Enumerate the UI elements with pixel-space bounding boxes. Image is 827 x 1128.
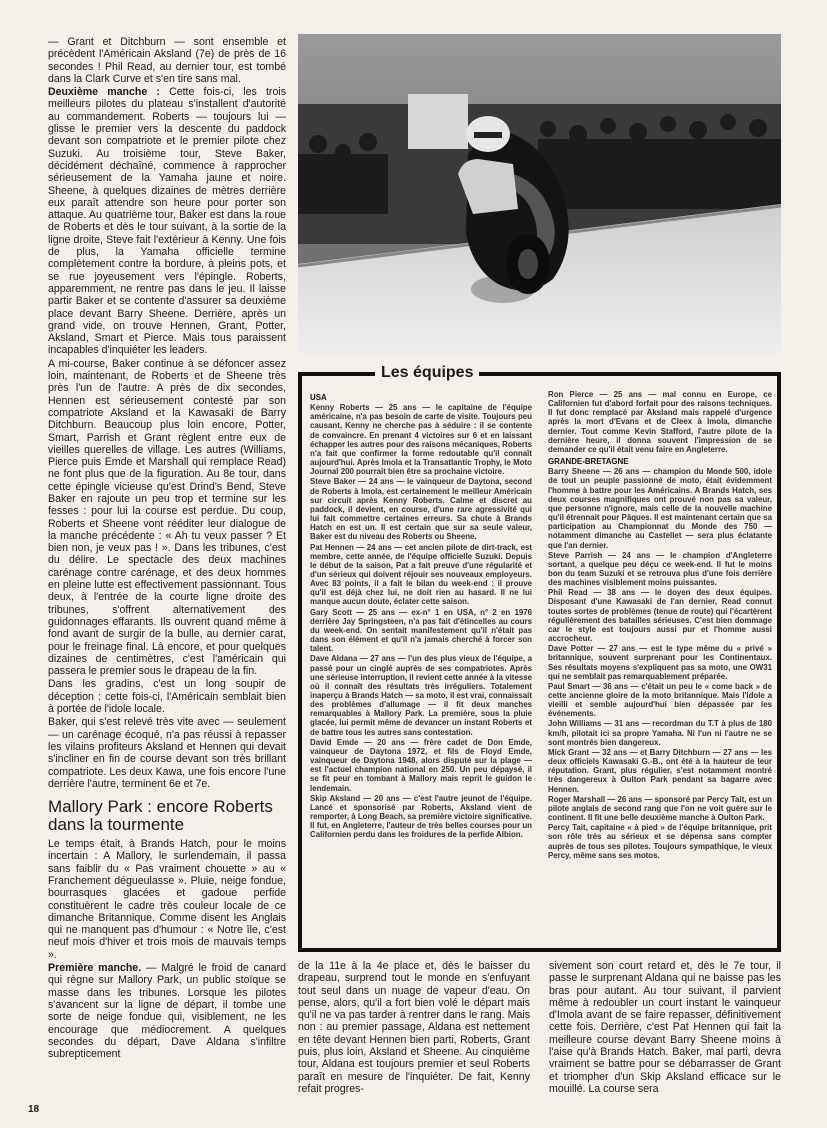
rider-entry: Skip Aksland — 20 ans — c'est l'autre jeunot de l'équipe. Lancé et sponsorisé par Roberts, Aksland vient de remporter, à Long Beach, sa première victoire significative. Il fut, en Angleterre, l'auteur de très belles courses pour un Californien perdu dans les froidures de la perfide Albion. — [310, 793, 532, 840]
rider-entry: Kenny Roberts — 25 ans — le capitaine de l'équipe américaine, n'a pas besoin de carte de visite. Toujours peu causant, Kenny ne cherche pas à séduire : il se contente de convaincre. En prenant 4 victoires sur 6 et en laissant échapper les autres pour des raisons mécaniques, Roberts n'a fait que confirmer la forme redoutable qu'il connaît aujourd'hui. Après Imola et la Transatlantic Trophy, le Moto Journal 200 pourrait bien être sa prochaine victoire. — [310, 403, 532, 477]
paragraph: A mi-course, Baker continue à se défoncer assez loin, maintenant, de Roberts et de Sheene très près l'un de l'autre. A près de dix secondes, Hennen est sérieusement contesté par son compatriote Aksland et la Kawasaki de Barry Ditchburn. Beaucoup plus loin encore, Potter, Smart, Parrish et Grant règlent entre eux de vieilles querelles de village. Les autres (Williams, Pierce puis Emde et Marshall qui remplace Read) ne font plus que de la figuration. Au 8e tour, dans cette épingle vicieuse qu'est Drind's Bend, Steve Baker en rajoute un peu trop et termine sur les fesses : pour lui la course est perdue. Du coup, Roberts et Sheene vont rééditer leur dialogue de la manche précédente : « Ah tu veux passer ? Et bien non, je veux pas ! ». Dans les tribunes, c'est du délire. Le spectacle des deux machines carénage contre carénage, et des deux hommes en pleine lutte est effectivement passionnant. Tous deux, à l'entrée de la courte ligne droite des tribunes, s'offrent alternativement des guidonnages effarants. Ils ouvrent quand même à fond avant de surgir de la bulle, au dernier carat, pour le freinage final. Là encore, et pour quelques dizaines de centimètres, c'est l'américain qui passera le premier sous le drapeau de la fin. — [48, 357, 286, 678]
rider-entry: Steve Baker — 24 ans — le vainqueur de Daytona, second de Roberts à Imola, est certainement le meilleur Américain sur circuit après Kenny Roberts. Calme et discret au paddock, il devient, en course, d'une rare agressivité qui lui fait commettre certaines erreurs. Sa chute à Brands Hatch en est un. Il est certain que sur sa seule valeur, Baker est du niveau des Roberts ou Sheene. — [310, 477, 532, 542]
rider-entry: John Williams — 31 ans — recordman du T.T à plus de 180 km/h, pilotait ici sa propre Yamaha. Ni l'un ni l'autre ne se sont montrés bien dangereux. — [548, 719, 772, 747]
paragraph — [48, 962, 286, 1060]
team-heading: GRANDE-BRETAGNE — [548, 457, 629, 467]
paragraph: Baker, qui s'est relevé très vite avec — seulement — un carénage écoqué, n'a pas réussi à repasser les vilains profiteurs Aksland et Hennen qui devait s'incliner en fin de course devant son très brillant compatriote. Les deux Kawa, une fois encore l'une derrière l'autre, terminent 6e et 7e. — [48, 716, 286, 790]
teams-column-gb — [548, 390, 772, 861]
paragraph — [48, 86, 286, 357]
rider-entry: Dave Aldana — 27 ans — l'un des plus vieux de l'équipe, a passé pour un cinglé auprès de ses compatriotes. Après une sérieuse interruption, il revient cette année à la vitesse où il connaît des résultats très irréguliers. Totalement inaperçu à Brands Hatch — sa moto, il est vrai, connaissait des problèmes d'allumage — il fit deux manches remarquables à Mallory Park. La première, sous la pluie glacée, lui permit même de devancer un instant Roberts et de battre tous les autres sans contestation. — [310, 654, 532, 737]
rider-entry: Mick Grant — 32 ans — et Barry Ditchburn — 27 ans — les deux officiels Kawasaki G.-B., ont été à la hauteur de leur réputation. Grant, plus régulier, s'est notamment montré très dangereux à Oulton Park pendant sa bagarre avec Hennen. — [548, 747, 772, 794]
section-heading: Mallory Park : encore Roberts dans la tourmente — [48, 797, 273, 835]
rider-entry: Roger Marshall — 26 ans — sponsoré par Percy Tait, est un pilote anglais de second rang que l'on ne voit guère sur le continent. Il fit une belle deuxième manche à Oulton Park. — [548, 794, 772, 823]
paragraph: sivement son court retard et, dès le 7e tour, il passe le surprenant Aldana qui ne baisse pas les bras pour autant. Au tour suivant, il parvient même à redoubler un court instant le vainqueur d'Imola avant de se faire repasser, définitivement cette fois. Derrière, c'est Pat Hennen qui fait la meilleure course devant Barry Sheene moins à l'aise qu'à Brands Hatch. Baker, mal parti, devra vraiment se battre pour se débarrasser de Grant et triompher d'un Skip Aksland efficace sur le mouillé. La course sera — [549, 960, 781, 1095]
teams-box — [298, 364, 781, 952]
paragraph-text: — Malgré le froid de canard qui règne sur Mallory Park, un public stoïque se masse dans les tribunes. Lorsque les pilotes s'avancent sur la ligne de départ, il tombe une sorte de neige fondue qui, visiblement, ne les encourage que médiocrement. A quelques secondes du départ, Dave Aldana s'infiltre subrepticement — [48, 962, 286, 1061]
rider-entry: Percy Tait, capitaine « à pied » de l'équipe britannique, prit son rôle très au sérieux et se dépensa sans compter auprès de tous ses pilotes. Toujours sympathique, le vieux Percy, même sans ses motos. — [548, 823, 772, 860]
team-heading: USA — [310, 393, 327, 402]
paragraph: Le temps était, à Brands Hatch, pour le moins incertain : A Mallory, le surlendemain, il passa sans faiblir du « Pas vraiment chouette » au « Franchement dégueulasse ». Pluie, neige fondue, bourrasques glacées et gadoue perfide constituèrent le cadre très couleur locale de ce dimanche Britannique. Comme disent les Anglais qui ne manquent pas d'humour : « Notre île, c'est neuf mois d'hiver et trois mois de mauvais temps ». — [48, 838, 286, 961]
motorcycle-photo-icon — [298, 34, 781, 354]
rider-entry: Ron Pierce — 25 ans — mal connu en Europe, ce Californien fut d'abord forfait pour des raisons techniques. Il fut donc remplacé par Aksland mais rappelé d'urgence après la mort d'Evans et de Cleex à Imola, dimanche dernier. Tout comme Kevin Stafford, l'autre pilote de la dernière heure, il donna souvent l'impression de se demander ce qu'il était venu faire en Angleterre. — [548, 390, 772, 454]
rider-entry: Barry Sheene — 26 ans — champion du Monde 500, idole de tout un peuple passionné de moto, était évidemment l'homme à battre pour les Américains. A Brands Hatch, ses deux courses magnifiques ont prouvé non pas sa valeur, que personne n'ignore, mais celle de la nouvelle machine qu'il étrennait pour Pâques. Il est maintenant certain que sa participation au Championnat du Monde des 750 — notamment dimanche au Castellet — sera plus éclatante que l'an dernier. — [548, 467, 772, 550]
left-column — [48, 36, 286, 1061]
rider-entry: Dave Potter — 27 ans — est le type même du « privé » britannique, souvent surprenant pour les Continentaux. Ses résultats moyens s'expliquent pas sa moto, une OW31 qui ne semblait pas remarquablement préparée. — [548, 644, 772, 681]
paragraph: de la 11e à la 4e place et, dès le baisser du drapeau, surprend tout le monde en s'enfuyant tout seul dans un nuage de vapeur d'eau. On pense, alors, qu'il a fort bien volé le départ mais qu'il ne va pas tarder à rentrer dans le rang. Mais non : au premier passage, Aldana est nettement en tête devant Hennen bien parti, Roberts, Grant puis, plus loin, Aksland et Sheene. Au cinquième tour, Aldana est toujours premier et seul Roberts paraît en mesure de l'inquiéter. De fait, Kenny refait progres- — [298, 960, 530, 1095]
rider-entry: David Emde — 20 ans — frère cadet de Don Emde, vainqueur de Daytona 1972, et fils de Floyd Emde, vainqueur de Daytona 1948, alors disputé sur la plage — est l'actuel champion national en 250. Un peu dépaysé, il se fit peur en tombant à Mallory mais reprit le guidon le lendemain. — [310, 737, 532, 793]
race-photo — [298, 34, 781, 354]
box-title: Les équipes — [375, 364, 479, 382]
rider-entry: Steve Parrish — 24 ans — le champion d'Angleterre sortant, a quelque peu déçu ce week-end. Il fut le moins bon du team Suzuki et se retrouva plus d'une fois derrière des machines visiblement moins puissantes. — [548, 550, 772, 588]
rider-entry: Paul Smart — 36 ans — c'était un peu le « come back » de cette ancienne gloire de la moto britannique. Mais l'idole a vieilli et semble aujourd'hui bien dépassée par les événements. — [548, 681, 772, 719]
rider-entry: Gary Scott — 25 ans — ex-n° 1 en USA, n° 2 en 1976 derrière Jay Springsteen, n'a pas fait d'étincelles au cours du week-end. On sentait manifestement qu'il n'était pas dans son élément et qu'il n'a jamais cherché à forcer son talent. — [310, 607, 532, 654]
lead-in: Deuxième manche : — [48, 86, 160, 99]
rider-entry: Pat Hennen — 24 ans — cet ancien pilote de dirt-track, est membre, cette année, de l'équipe officielle Suzuki. Depuis le début de la saison, Pat a fait preuve d'une régularité et d'un sérieux qui doivent réjouir ses nouveaux employeurs. Avec 83 points, il a fait le bilan du week-end : il prouve qu'il est déjà chez lui, ne doit rien au hasard. Il ne lui manque aucun doute, éclater cette saison. — [310, 542, 532, 607]
bottom-column-1 — [298, 960, 530, 1096]
bottom-column-2 — [549, 960, 781, 1096]
lead-in: Première manche. — [48, 962, 142, 975]
page-number: 18 — [28, 1104, 40, 1115]
paragraph: — Grant et Ditchburn — sont ensemble et précèdent l'Américain Aksland (7e) de près de 16 secondes ! Phil Read, au dernier tour, est tombé dans la Clark Curve et s'en tire sans mal. — [48, 36, 286, 85]
paragraph-text: Cette fois-ci, les trois meilleurs pilotes du plateau s'installent d'autorité au commandement. Roberts — toujours lui — glisse le premier vers la descente du paddock devant son compatriote et le premier pilote chez Suzuki. Au troisième tour, Steve Baker, décidément déchaîné, commence à rapprocher sérieusement de la Yamaha jaune et noire. Sheene, à quelques dizaines de mètres derrière eux paraît attendre son heure pour porter son attaque. Au quatrième tour, Baker est dans la roue de Roberts et dès le tour suivant, à la sortie de la ligne droite, Steve fait l'extérieur à Kenny. Une fois de plus, la Yamaha officielle termine complètement contre la bordure, à pleins pots, et se rue joyeusement vers l'épingle. Roberts, apparemment, ne rentre pas dans le jeu. Il laisse partir Baker et se contente d'assurer sa deuxième place devant Barry Sheene. Derrière, après un grand vide, on trouve Hennen, Grant, Potter, Aksland, Smart et Pierce. Mais tous paraissent incapables d'inquiéter les leaders. — [48, 86, 286, 357]
teams-column-usa — [310, 390, 532, 841]
rider-entry: Phil Read — 38 ans — le doyen des deux équipes. Disposant d'une Kawasaki de l'an dernier, Read connut toutes sortes de problèmes (tenue de route) qui l'écartèrent régulièrement des batailles sérieuses. C'est bien dommage car le style est toujours aussi pur et l'homme aussi accrocheur. — [548, 588, 772, 644]
paragraph: Dans les gradins, c'est un long soupir de déception : cette fois-ci, l'Américain semblait bien à portée de l'idole locale. — [48, 678, 286, 716]
